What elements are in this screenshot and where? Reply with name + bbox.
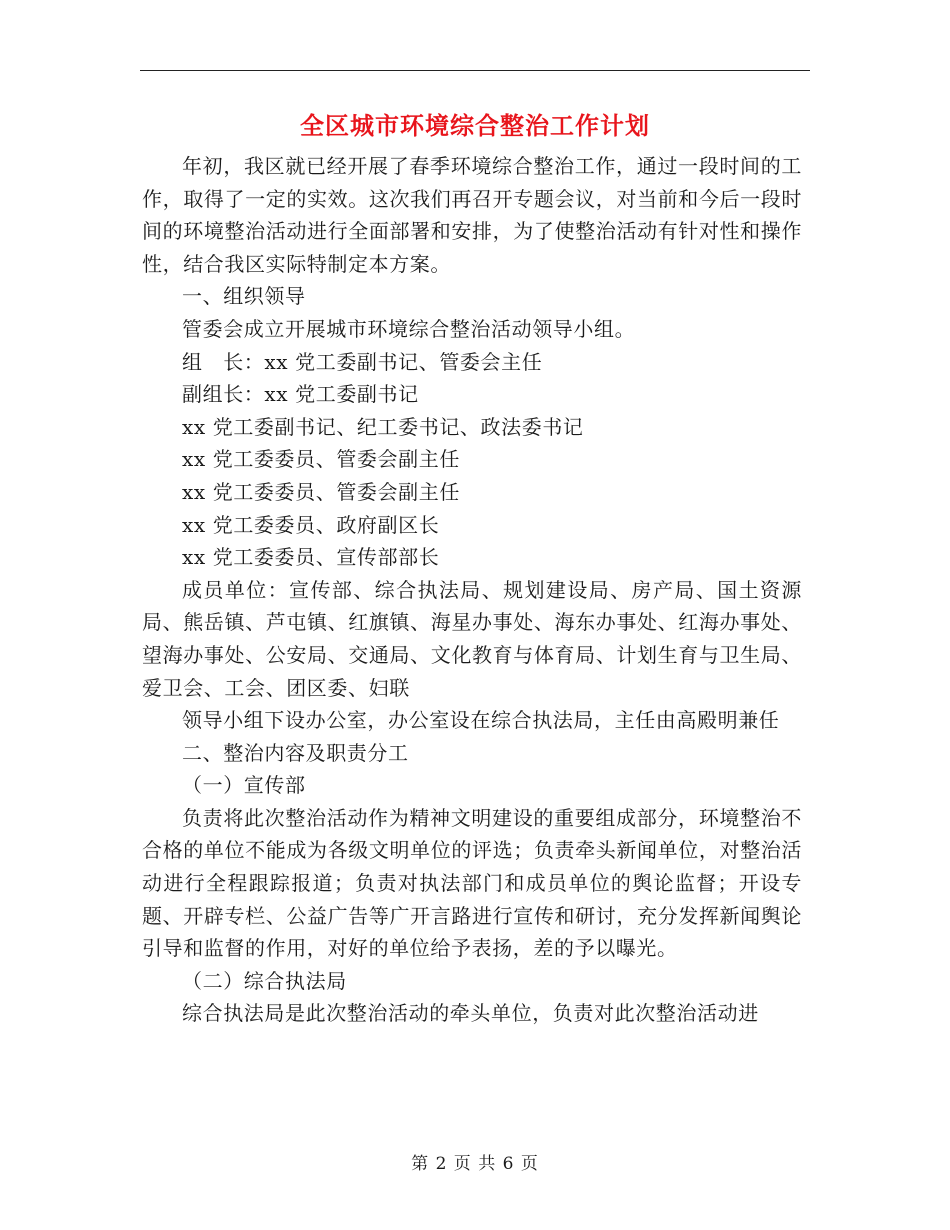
subsection-heading: （二）综合执法局 [182,968,347,993]
body-paragraph: 年初，我区就已经开展了春季环境综合整治工作，通过一段时间的工作，取得了一定的实效。这次我们再召开专题会议，对当前和今后一段时间的环境整治活动进行全面部署和安排，为了使整治活动有针对性和操作性，结合我区实际特制定本方案。 [142,154,802,276]
document-body [142,150,802,1030]
body-paragraph: 综合执法局是此次整治活动的牵头单位，负责对此次整治活动进 [182,1001,759,1026]
member-line: xx 党工委委员、宣传部部长 [182,545,440,570]
body-paragraph: 管委会成立开展城市环境综合整治活动领导小组。 [182,316,636,341]
document-title: 全区城市环境综合整治工作计划 [300,111,650,140]
subsection-heading: （一）宣传部 [182,773,306,798]
section-heading: 二、整治内容及职责分工 [182,740,409,765]
leader-line: 副组长：xx 党工委副书记 [182,382,419,407]
page-number: 第 2 页 共 6 页 [411,1154,539,1174]
header-rule [140,70,810,71]
member-line: xx 党工委委员、政府副区长 [182,512,440,537]
member-line: xx 党工委委员、管委会副主任 [182,479,460,504]
body-paragraph: 领导小组下设办公室，办公室设在综合执法局，主任由高殿明兼任 [182,708,780,733]
leader-line: 组 长：xx 党工委副书记、管委会主任 [182,349,543,374]
body-paragraph: 成员单位：宣传部、综合执法局、规划建设局、房产局、国土资源局、熊岳镇、芦屯镇、红旗镇、海星办事处、海东办事处、红海办事处、望海办事处、公安局、交通局、文化教育与体育局、计划生育与卫生局、爱卫会、工会、团区委、妇联 [142,577,802,700]
member-line: xx 党工委副书记、纪工委书记、政法委书记 [182,414,584,439]
section-heading: 一、组织领导 [182,284,306,309]
body-paragraph: 负责将此次整治活动作为精神文明建设的重要组成部分，环境整治不合格的单位不能成为各级文明单位的评选；负责牵头新闻单位，对整治活动进行全程跟踪报道；负责对执法部门和成员单位的舆论监督；开设专题、开辟专栏、公益广告等广开言路进行宣传和研讨，充分发挥新闻舆论引导和监督的作用，对好的单位给予表扬，差的予以曝光。 [142,805,802,961]
member-line: xx 党工委委员、管委会副主任 [182,447,460,472]
